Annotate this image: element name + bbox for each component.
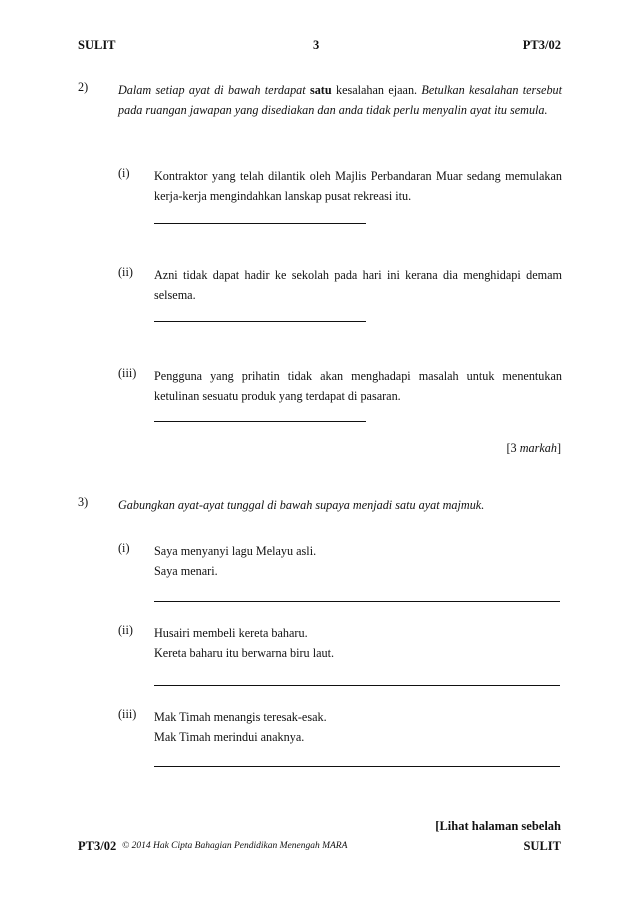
q3-answer-line[interactable] bbox=[154, 685, 560, 686]
q3-item-line1: Husairi membeli kereta baharu. bbox=[154, 626, 308, 640]
header-paper-code: PT3/02 bbox=[522, 38, 561, 52]
q2-instruction-part-a: Dalam setiap ayat di bawah terdapat bbox=[118, 83, 306, 97]
header-sulit: SULIT bbox=[78, 38, 116, 52]
q2-item-text: Pengguna yang prihatin tidak akan menghadapi masalah untuk menentukan ketulinan sesuatu produk yang terdapat di pasaran. bbox=[154, 369, 562, 403]
q3-item-line1: Saya menyanyi lagu Melayu asli. bbox=[154, 544, 317, 558]
footer-paper-code: PT3/02 bbox=[78, 839, 117, 853]
q3-item-label: (iii) bbox=[118, 707, 137, 721]
q3-item-label: (ii) bbox=[118, 623, 133, 637]
marks-open: [3 bbox=[506, 441, 517, 455]
q2-item-text: Kontraktor yang telah dilantik oleh Majlis Perbandaran Muar sedang memulakan kerja-kerja mengindahkan lanskap pusat rekreasi itu. bbox=[154, 169, 562, 203]
footer-copyright: © 2014 Hak Cipta Bahagian Pendidikan Menengah MARA bbox=[122, 841, 348, 851]
question-3-number: 3) bbox=[78, 495, 89, 509]
q2-item-label: (ii) bbox=[118, 265, 133, 279]
q3-item-line2: Saya menari. bbox=[154, 564, 218, 578]
question-2-instruction bbox=[118, 80, 562, 120]
q2-instruction-part-b: kesalahan ejaan. bbox=[335, 83, 418, 97]
q3-item-text bbox=[154, 707, 327, 747]
q3-item-line1: Mak Timah menangis teresak-esak. bbox=[154, 710, 327, 724]
q3-item-line2: Kereta baharu itu berwarna biru laut. bbox=[154, 646, 335, 660]
q2-instruction-part-c: Betulkan kesalahan tersebut pada ruangan jawapan yang disediakan dan anda tidak perlu menyalin ayat itu semula. bbox=[118, 83, 563, 117]
q3-answer-line[interactable] bbox=[154, 601, 560, 602]
page-number: 3 bbox=[313, 38, 320, 52]
q2-item-text: Azni tidak dapat hadir ke sekolah pada hari ini kerana dia menghidapi demam selsema. bbox=[154, 268, 562, 302]
marks-word: markah bbox=[519, 441, 557, 455]
q3-item-text bbox=[154, 541, 316, 581]
q2-item-label: (i) bbox=[118, 166, 130, 180]
q3-item-line2: Mak Timah merindui anaknya. bbox=[154, 730, 305, 744]
q2-answer-line[interactable] bbox=[154, 421, 366, 422]
footer-sulit: SULIT bbox=[523, 839, 561, 853]
question-3-instruction: Gabungkan ayat-ayat tunggal di bawah supaya menjadi satu ayat majmuk. bbox=[118, 498, 485, 512]
q3-answer-line[interactable] bbox=[154, 766, 560, 767]
q2-answer-line[interactable] bbox=[154, 223, 366, 224]
marks-close: ] bbox=[556, 441, 561, 455]
q2-item-label: (iii) bbox=[118, 366, 137, 380]
q3-item-text bbox=[154, 623, 334, 663]
q3-item-label: (i) bbox=[118, 541, 130, 555]
q2-answer-line[interactable] bbox=[154, 321, 366, 322]
question-2-number: 2) bbox=[78, 80, 89, 94]
q2-instruction-bold: satu bbox=[309, 83, 332, 97]
next-page-note: [Lihat halaman sebelah bbox=[435, 819, 561, 833]
q2-marks bbox=[506, 441, 561, 456]
